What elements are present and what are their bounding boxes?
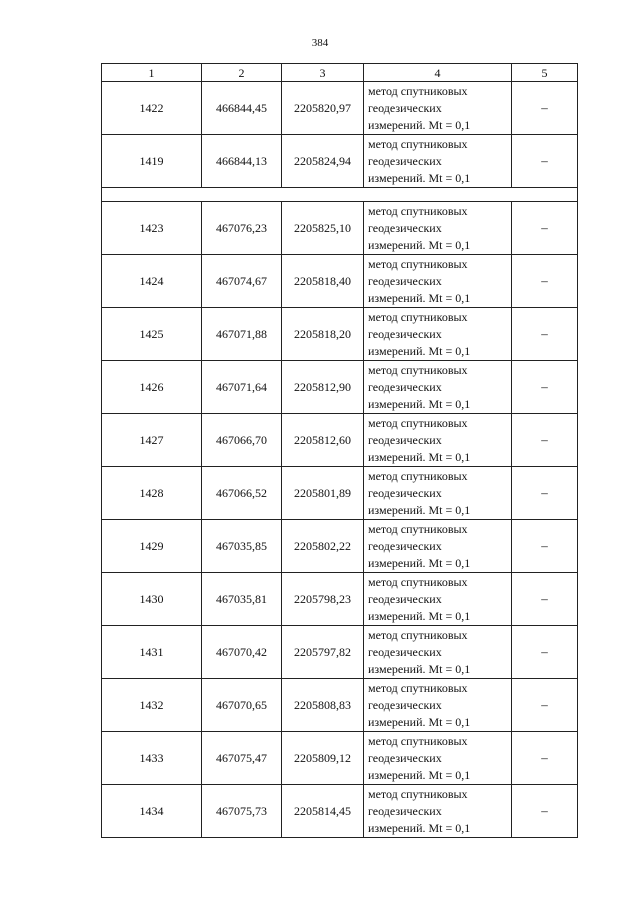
method-line-3: измерений. Mt = 0,1: [368, 170, 471, 185]
x-coordinate-cell: 467071,88: [202, 308, 282, 361]
table-row: [102, 467, 578, 520]
method-cell: [364, 679, 512, 732]
method-line-2: геодезических: [368, 750, 442, 765]
y-coordinate-cell: 2205818,20: [282, 308, 364, 361]
point-number-cell: 1432: [102, 679, 202, 732]
method-line-2: геодезических: [368, 591, 442, 606]
table-row: [102, 82, 578, 135]
method-line-1: метод спутниковых: [368, 136, 468, 151]
method-line-3: измерений. Mt = 0,1: [368, 449, 471, 464]
method-cell: [364, 573, 512, 626]
table-row: [102, 520, 578, 573]
table-row: [102, 255, 578, 308]
x-coordinate-cell: 467035,85: [202, 520, 282, 573]
point-number-cell: 1434: [102, 785, 202, 838]
table-row: [102, 308, 578, 361]
point-number-cell: 1424: [102, 255, 202, 308]
method-line-1: метод спутниковых: [368, 415, 468, 430]
description-cell: –: [512, 361, 578, 414]
method-line-1: метод спутниковых: [368, 362, 468, 377]
method-line-3: измерений. Mt = 0,1: [368, 767, 471, 782]
description-cell: –: [512, 308, 578, 361]
x-coordinate-cell: 467071,64: [202, 361, 282, 414]
table-row: [102, 732, 578, 785]
point-number-cell: 1431: [102, 626, 202, 679]
method-line-3: измерений. Mt = 0,1: [368, 555, 471, 570]
table-row: [102, 785, 578, 838]
method-line-1: метод спутниковых: [368, 256, 468, 271]
header-col-1: 1: [102, 64, 202, 82]
coordinates-table: [101, 63, 578, 838]
x-coordinate-cell: 467066,70: [202, 414, 282, 467]
method-cell: [364, 520, 512, 573]
header-row: [102, 64, 578, 82]
method-line-3: измерений. Mt = 0,1: [368, 343, 471, 358]
method-line-1: метод спутниковых: [368, 83, 468, 98]
x-coordinate-cell: 467035,81: [202, 573, 282, 626]
x-coordinate-cell: 466844,45: [202, 82, 282, 135]
method-line-2: геодезических: [368, 697, 442, 712]
description-cell: –: [512, 573, 578, 626]
header-col-3: 3: [282, 64, 364, 82]
x-coordinate-cell: 467070,42: [202, 626, 282, 679]
method-line-1: метод спутниковых: [368, 786, 468, 801]
description-cell: –: [512, 255, 578, 308]
y-coordinate-cell: 2205824,94: [282, 135, 364, 188]
description-cell: –: [512, 414, 578, 467]
method-line-3: измерений. Mt = 0,1: [368, 117, 471, 132]
point-number-cell: 1429: [102, 520, 202, 573]
y-coordinate-cell: 2205802,22: [282, 520, 364, 573]
x-coordinate-cell: 467066,52: [202, 467, 282, 520]
table-row: [102, 361, 578, 414]
y-coordinate-cell: 2205818,40: [282, 255, 364, 308]
table-header: [102, 64, 578, 82]
spacer-row: [102, 188, 578, 202]
table-row: [102, 573, 578, 626]
method-cell: [364, 467, 512, 520]
method-cell: [364, 785, 512, 838]
table-body-group-a: [102, 82, 578, 188]
y-coordinate-cell: 2205812,60: [282, 414, 364, 467]
method-line-2: геодезических: [368, 326, 442, 341]
point-number-cell: 1428: [102, 467, 202, 520]
table-row: [102, 626, 578, 679]
method-line-3: измерений. Mt = 0,1: [368, 661, 471, 676]
method-line-2: геодезических: [368, 432, 442, 447]
method-cell: [364, 732, 512, 785]
header-col-5: 5: [512, 64, 578, 82]
x-coordinate-cell: 467075,73: [202, 785, 282, 838]
method-line-2: геодезических: [368, 485, 442, 500]
method-cell: [364, 414, 512, 467]
point-number-cell: 1427: [102, 414, 202, 467]
table-row: [102, 414, 578, 467]
method-cell: [364, 255, 512, 308]
method-line-3: измерений. Mt = 0,1: [368, 290, 471, 305]
method-cell: [364, 135, 512, 188]
method-line-2: геодезических: [368, 220, 442, 235]
method-line-3: измерений. Mt = 0,1: [368, 714, 471, 729]
page-number: 384: [311, 37, 329, 49]
point-number-cell: 1422: [102, 82, 202, 135]
method-line-1: метод спутниковых: [368, 468, 468, 483]
description-cell: –: [512, 202, 578, 255]
point-number-cell: 1430: [102, 573, 202, 626]
method-cell: [364, 361, 512, 414]
method-line-2: геодезических: [368, 273, 442, 288]
description-cell: –: [512, 785, 578, 838]
method-line-3: измерений. Mt = 0,1: [368, 396, 471, 411]
y-coordinate-cell: 2205820,97: [282, 82, 364, 135]
method-line-2: геодезических: [368, 379, 442, 394]
method-line-1: метод спутниковых: [368, 627, 468, 642]
method-cell: [364, 626, 512, 679]
header-col-4: 4: [364, 64, 512, 82]
method-line-2: геодезических: [368, 100, 442, 115]
x-coordinate-cell: 467070,65: [202, 679, 282, 732]
description-cell: –: [512, 679, 578, 732]
point-number-cell: 1426: [102, 361, 202, 414]
method-line-2: геодезических: [368, 803, 442, 818]
description-cell: –: [512, 82, 578, 135]
spacer-cell: [102, 188, 578, 202]
method-line-1: метод спутниковых: [368, 309, 468, 324]
y-coordinate-cell: 2205797,82: [282, 626, 364, 679]
point-number-cell: 1433: [102, 732, 202, 785]
method-line-3: измерений. Mt = 0,1: [368, 820, 471, 835]
y-coordinate-cell: 2205814,45: [282, 785, 364, 838]
table-body-group-b: [102, 202, 578, 838]
table-row: [102, 135, 578, 188]
method-line-1: метод спутниковых: [368, 680, 468, 695]
point-number-cell: 1419: [102, 135, 202, 188]
method-line-3: измерений. Mt = 0,1: [368, 608, 471, 623]
method-line-3: измерений. Mt = 0,1: [368, 502, 471, 517]
description-cell: –: [512, 135, 578, 188]
x-coordinate-cell: 467074,67: [202, 255, 282, 308]
point-number-cell: 1425: [102, 308, 202, 361]
x-coordinate-cell: 466844,13: [202, 135, 282, 188]
method-line-1: метод спутниковых: [368, 574, 468, 589]
description-cell: –: [512, 467, 578, 520]
header-col-2: 2: [202, 64, 282, 82]
table-spacer-group: [102, 188, 578, 202]
method-line-2: геодезических: [368, 153, 442, 168]
x-coordinate-cell: 467076,23: [202, 202, 282, 255]
method-line-2: геодезических: [368, 538, 442, 553]
description-cell: –: [512, 732, 578, 785]
description-cell: –: [512, 626, 578, 679]
table-row: [102, 202, 578, 255]
method-line-1: метод спутниковых: [368, 203, 468, 218]
y-coordinate-cell: 2205809,12: [282, 732, 364, 785]
method-line-3: измерений. Mt = 0,1: [368, 237, 471, 252]
method-cell: [364, 82, 512, 135]
x-coordinate-cell: 467075,47: [202, 732, 282, 785]
description-cell: –: [512, 520, 578, 573]
y-coordinate-cell: 2205798,23: [282, 573, 364, 626]
point-number-cell: 1423: [102, 202, 202, 255]
method-line-2: геодезических: [368, 644, 442, 659]
y-coordinate-cell: 2205812,90: [282, 361, 364, 414]
table-row: [102, 679, 578, 732]
y-coordinate-cell: 2205825,10: [282, 202, 364, 255]
y-coordinate-cell: 2205808,83: [282, 679, 364, 732]
y-coordinate-cell: 2205801,89: [282, 467, 364, 520]
method-line-1: метод спутниковых: [368, 521, 468, 536]
method-cell: [364, 308, 512, 361]
method-line-1: метод спутниковых: [368, 733, 468, 748]
method-cell: [364, 202, 512, 255]
